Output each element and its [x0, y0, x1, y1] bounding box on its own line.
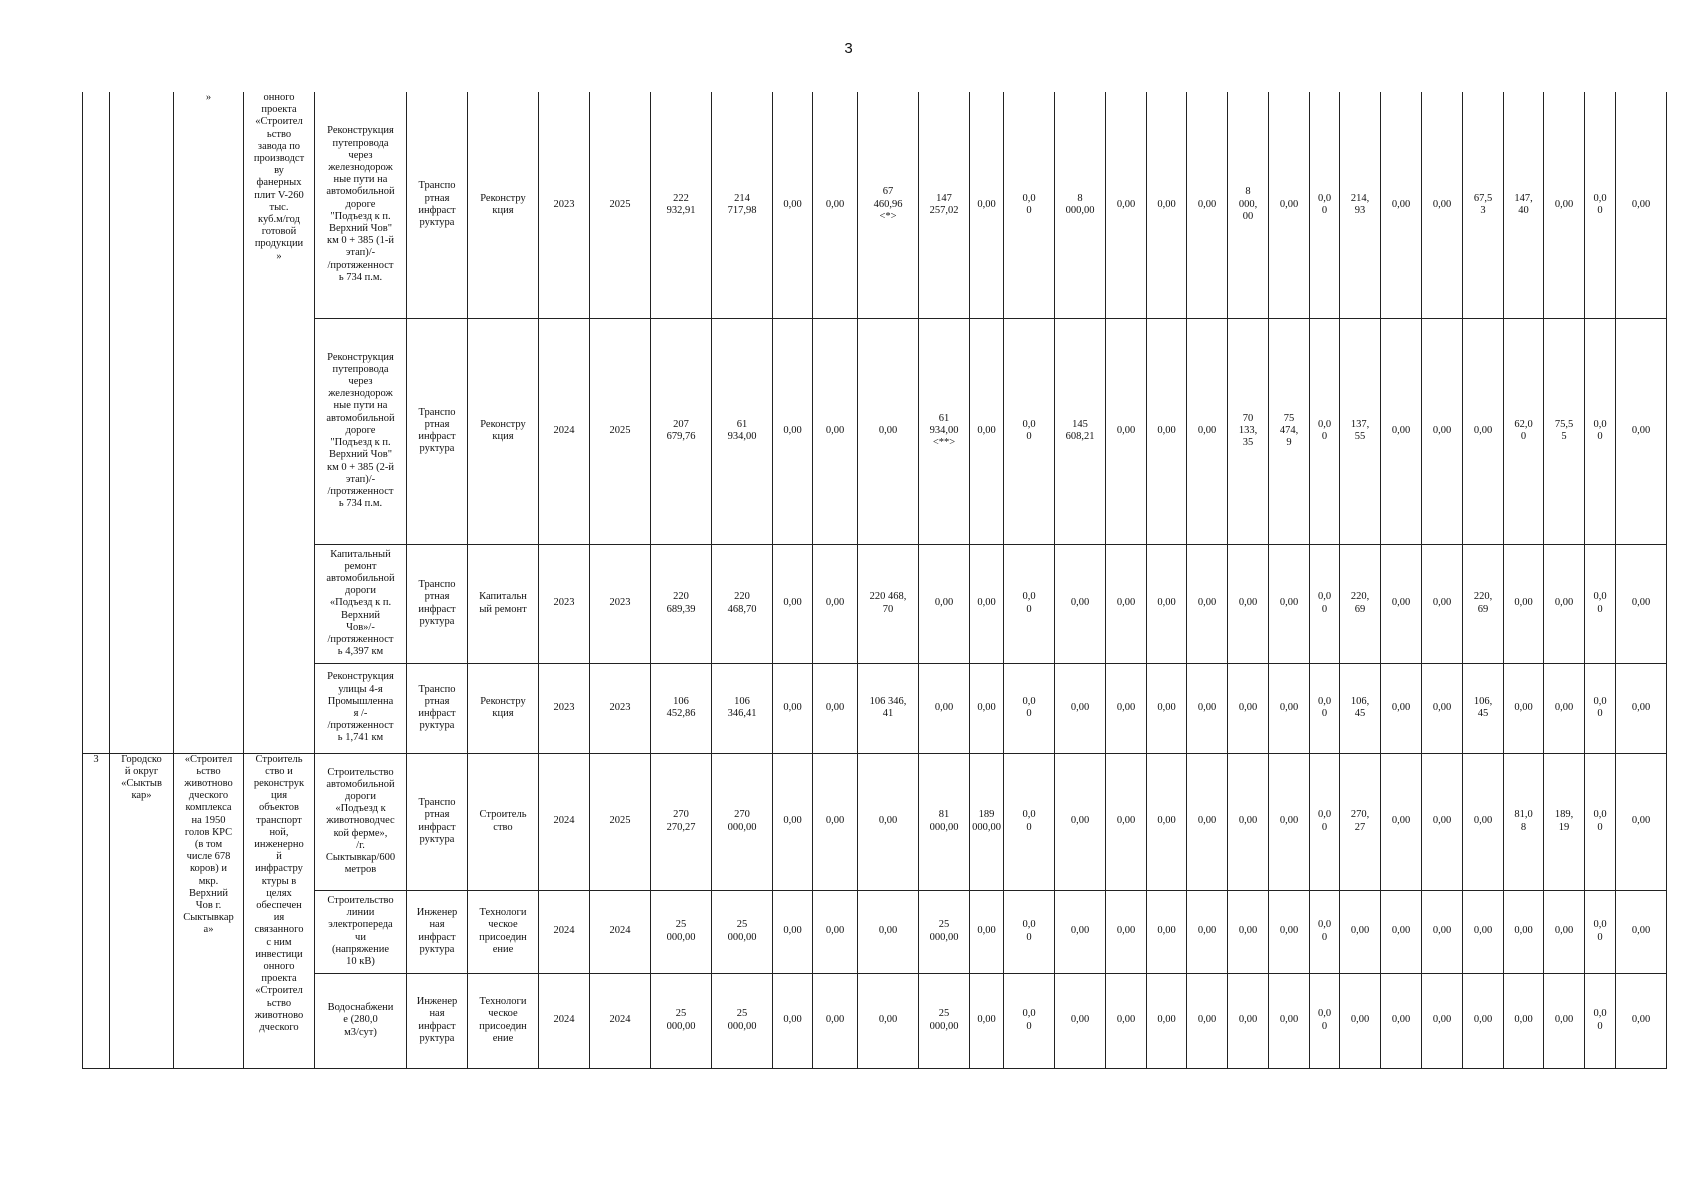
- value-cell: 0,00: [1106, 973, 1147, 1068]
- value-cell: 220 689,39: [651, 544, 712, 663]
- value-cell: 0,00: [1055, 544, 1106, 663]
- value-cell: 0,00: [858, 973, 919, 1068]
- value-cell: Инженер ная инфраст руктура: [407, 890, 468, 973]
- object-name-cell: Капитальный ремонт автомобильной дороги «Подъезд к п. Верхний Чов»/- /протяженност ь 4,397 км: [315, 544, 407, 663]
- value-cell: 0,00: [1381, 663, 1422, 753]
- table-row: [83, 318, 1667, 544]
- value-cell: 8 000, 00: [1228, 92, 1269, 318]
- value-cell: 0,00: [813, 318, 858, 544]
- value-cell: 0,00: [1187, 92, 1228, 318]
- value-cell: 0,00: [1147, 973, 1187, 1068]
- value-cell: 0,00: [970, 318, 1004, 544]
- value-cell: 147 257,02: [919, 92, 970, 318]
- value-cell: 2025: [590, 92, 651, 318]
- project-name-cell: »: [174, 92, 244, 753]
- value-cell: 0,00: [813, 92, 858, 318]
- value-cell: 207 679,76: [651, 318, 712, 544]
- value-cell: 0,00: [1616, 92, 1667, 318]
- value-cell: 0,00: [1106, 753, 1147, 890]
- value-cell: 0,00: [1055, 753, 1106, 890]
- value-cell: 0,00: [1147, 753, 1187, 890]
- value-cell: 0,0 0: [1585, 318, 1616, 544]
- value-cell: 2024: [539, 973, 590, 1068]
- value-cell: 67 460,96 <*>: [858, 92, 919, 318]
- value-cell: 0,00: [1544, 890, 1585, 973]
- value-cell: 0,0 0: [1310, 753, 1340, 890]
- value-cell: 75 474, 9: [1269, 318, 1310, 544]
- value-cell: 0,00: [919, 544, 970, 663]
- value-cell: 0,00: [858, 890, 919, 973]
- value-cell: 0,00: [1381, 318, 1422, 544]
- value-cell: 106 346, 41: [858, 663, 919, 753]
- object-name-cell: Реконструкция путепровода через железнодорож ные пути на автомобильной дороге "Подъезд к п. Верхний Чов" км 0 + 385 (1-й этап)/- /протяженност ь 734 п.м.: [315, 92, 407, 318]
- value-cell: 0,00: [773, 663, 813, 753]
- investment-projects-table: [82, 92, 1667, 1069]
- value-cell: 0,00: [919, 663, 970, 753]
- page-number: 3: [844, 40, 853, 57]
- value-cell: 0,00: [1616, 663, 1667, 753]
- table-row: [83, 92, 1667, 318]
- value-cell: 0,00: [1422, 663, 1463, 753]
- table-row: [83, 544, 1667, 663]
- value-cell: 0,00: [1147, 544, 1187, 663]
- value-cell: 222 932,91: [651, 92, 712, 318]
- value-cell: 0,00: [1187, 663, 1228, 753]
- value-cell: 67,5 3: [1463, 92, 1504, 318]
- value-cell: Инженер ная инфраст руктура: [407, 973, 468, 1068]
- value-cell: Транспо ртная инфраст руктура: [407, 753, 468, 890]
- value-cell: 0,00: [1340, 973, 1381, 1068]
- value-cell: 0,00: [1187, 753, 1228, 890]
- value-cell: 214, 93: [1340, 92, 1381, 318]
- value-cell: 2023: [539, 544, 590, 663]
- value-cell: 0,00: [1106, 890, 1147, 973]
- value-cell: Транспо ртная инфраст руктура: [407, 92, 468, 318]
- value-cell: 0,00: [1422, 318, 1463, 544]
- project-name-cell: «Строител ьство животново дческого комплекса на 1950 голов КРС (в том числе 678 коров) и мкр. Верхний Чов г. Сыктывкар а»: [174, 753, 244, 1068]
- value-cell: 0,00: [1055, 973, 1106, 1068]
- value-cell: 0,00: [1187, 544, 1228, 663]
- value-cell: 106, 45: [1340, 663, 1381, 753]
- object-name-cell: Строительство линии электропереда чи (напряжение 10 кВ): [315, 890, 407, 973]
- value-cell: 25 000,00: [651, 890, 712, 973]
- value-cell: 0,00: [1381, 973, 1422, 1068]
- value-cell: 0,00: [1147, 318, 1187, 544]
- value-cell: 2024: [539, 753, 590, 890]
- municipality-cell: [110, 92, 174, 753]
- value-cell: 220 468,70: [712, 544, 773, 663]
- value-cell: Транспо ртная инфраст руктура: [407, 544, 468, 663]
- value-cell: 137, 55: [1340, 318, 1381, 544]
- value-cell: Капитальн ый ремонт: [468, 544, 539, 663]
- value-cell: 270, 27: [1340, 753, 1381, 890]
- object-name-cell: Строительство автомобильной дороги «Подъезд к животноводчес кой ферме», /г. Сыктывкар/600 метров: [315, 753, 407, 890]
- value-cell: 0,00: [1228, 753, 1269, 890]
- value-cell: 0,00: [1463, 318, 1504, 544]
- value-cell: 0,00: [1228, 544, 1269, 663]
- value-cell: 106 346,41: [712, 663, 773, 753]
- value-cell: 0,00: [1616, 753, 1667, 890]
- value-cell: Транспо ртная инфраст руктура: [407, 318, 468, 544]
- value-cell: 61 934,00 <**>: [919, 318, 970, 544]
- value-cell: 0,0 0: [1585, 544, 1616, 663]
- value-cell: 0,00: [970, 890, 1004, 973]
- value-cell: 81,0 8: [1504, 753, 1544, 890]
- value-cell: 0,00: [970, 92, 1004, 318]
- value-cell: 2023: [590, 544, 651, 663]
- value-cell: 0,0 0: [1004, 973, 1055, 1068]
- value-cell: 2024: [590, 973, 651, 1068]
- municipality-cell: Городско й округ «Сыктыв кар»: [110, 753, 174, 1068]
- value-cell: 0,00: [1106, 663, 1147, 753]
- value-cell: 145 608,21: [1055, 318, 1106, 544]
- value-cell: 0,00: [1269, 544, 1310, 663]
- value-cell: 0,0 0: [1310, 973, 1340, 1068]
- value-cell: Технологи ческое присоедин ение: [468, 890, 539, 973]
- object-name-cell: Реконструкция улицы 4-я Промышленна я /- /протяженност ь 1,741 км: [315, 663, 407, 753]
- value-cell: 0,0 0: [1585, 663, 1616, 753]
- value-cell: 8 000,00: [1055, 92, 1106, 318]
- value-cell: 0,0 0: [1310, 318, 1340, 544]
- value-cell: 0,00: [1340, 890, 1381, 973]
- value-cell: 70 133, 35: [1228, 318, 1269, 544]
- value-cell: 25 000,00: [712, 973, 773, 1068]
- value-cell: 0,00: [970, 544, 1004, 663]
- value-cell: 0,00: [1381, 890, 1422, 973]
- value-cell: 0,00: [773, 544, 813, 663]
- value-cell: 0,00: [773, 973, 813, 1068]
- value-cell: 0,00: [1228, 890, 1269, 973]
- value-cell: Строитель ство: [468, 753, 539, 890]
- value-cell: 0,0 0: [1310, 92, 1340, 318]
- value-cell: 0,00: [813, 663, 858, 753]
- value-cell: Реконстру кция: [468, 92, 539, 318]
- table-row: [83, 890, 1667, 973]
- value-cell: 0,00: [1187, 973, 1228, 1068]
- value-cell: 270 270,27: [651, 753, 712, 890]
- value-cell: 0,00: [1422, 753, 1463, 890]
- project-goal-cell: Строитель ство и реконструк ция объектов транспорт ной, инженерно й инфрастру ктуры в целях обеспечен ия связанного с ним инвестици онного проекта «Строител ьство животново дческого: [244, 753, 315, 1068]
- value-cell: 0,00: [1544, 663, 1585, 753]
- value-cell: 0,00: [1187, 318, 1228, 544]
- value-cell: 25 000,00: [712, 890, 773, 973]
- value-cell: 62,0 0: [1504, 318, 1544, 544]
- value-cell: Технологи ческое присоедин ение: [468, 973, 539, 1068]
- value-cell: 0,00: [1422, 890, 1463, 973]
- value-cell: 220, 69: [1340, 544, 1381, 663]
- value-cell: 0,00: [773, 753, 813, 890]
- value-cell: 0,00: [1055, 890, 1106, 973]
- value-cell: 0,0 0: [1310, 890, 1340, 973]
- value-cell: 0,0 0: [1585, 753, 1616, 890]
- row-number-cell: 3: [83, 753, 110, 1068]
- value-cell: 0,00: [1544, 544, 1585, 663]
- value-cell: 270 000,00: [712, 753, 773, 890]
- value-cell: 0,00: [1463, 753, 1504, 890]
- value-cell: 106, 45: [1463, 663, 1504, 753]
- value-cell: 2024: [590, 890, 651, 973]
- value-cell: 0,00: [813, 890, 858, 973]
- value-cell: 0,0 0: [1004, 663, 1055, 753]
- value-cell: 0,00: [1504, 663, 1544, 753]
- value-cell: 0,00: [1228, 973, 1269, 1068]
- value-cell: 0,00: [1544, 92, 1585, 318]
- value-cell: 0,00: [1504, 544, 1544, 663]
- value-cell: 2023: [539, 92, 590, 318]
- value-cell: 0,00: [773, 92, 813, 318]
- value-cell: 0,00: [1463, 890, 1504, 973]
- value-cell: 0,00: [1106, 544, 1147, 663]
- value-cell: 25 000,00: [919, 890, 970, 973]
- value-cell: 61 934,00: [712, 318, 773, 544]
- value-cell: 0,00: [1422, 544, 1463, 663]
- value-cell: 0,0 0: [1585, 973, 1616, 1068]
- table-row: [83, 973, 1667, 1068]
- value-cell: 0,00: [773, 890, 813, 973]
- value-cell: 220 468, 70: [858, 544, 919, 663]
- value-cell: 81 000,00: [919, 753, 970, 890]
- project-goal-cell: онного проекта «Строител ьство завода по производст ву фанерных плит V-260 тыс. куб.м/год готовой продукции »: [244, 92, 315, 753]
- value-cell: 0,00: [1504, 973, 1544, 1068]
- value-cell: 0,00: [1381, 544, 1422, 663]
- table-body: [83, 92, 1667, 1068]
- value-cell: 0,00: [1504, 890, 1544, 973]
- value-cell: 2024: [539, 318, 590, 544]
- value-cell: 0,0 0: [1004, 753, 1055, 890]
- value-cell: 2024: [539, 890, 590, 973]
- value-cell: 0,00: [1055, 663, 1106, 753]
- value-cell: 0,00: [1463, 973, 1504, 1068]
- value-cell: 0,00: [1616, 318, 1667, 544]
- table-row: [83, 753, 1667, 890]
- value-cell: 2025: [590, 753, 651, 890]
- value-cell: 0,00: [1381, 92, 1422, 318]
- value-cell: 2023: [539, 663, 590, 753]
- value-cell: 0,0 0: [1310, 544, 1340, 663]
- value-cell: 0,00: [858, 753, 919, 890]
- row-number-cell: [83, 92, 110, 753]
- value-cell: 0,00: [1269, 92, 1310, 318]
- value-cell: 0,00: [1106, 92, 1147, 318]
- value-cell: 2025: [590, 318, 651, 544]
- value-cell: 0,00: [1422, 973, 1463, 1068]
- value-cell: 0,00: [813, 544, 858, 663]
- value-cell: 0,00: [1269, 663, 1310, 753]
- value-cell: 0,00: [858, 318, 919, 544]
- value-cell: 0,00: [813, 973, 858, 1068]
- value-cell: 0,0 0: [1310, 663, 1340, 753]
- value-cell: Транспо ртная инфраст руктура: [407, 663, 468, 753]
- value-cell: 0,0 0: [1585, 890, 1616, 973]
- value-cell: 214 717,98: [712, 92, 773, 318]
- value-cell: 0,0 0: [1004, 544, 1055, 663]
- value-cell: 189, 19: [1544, 753, 1585, 890]
- value-cell: 0,00: [1422, 92, 1463, 318]
- value-cell: 0,00: [1381, 753, 1422, 890]
- value-cell: 0,00: [1147, 663, 1187, 753]
- value-cell: 0,00: [1544, 973, 1585, 1068]
- value-cell: 0,00: [1269, 753, 1310, 890]
- value-cell: 0,00: [1616, 544, 1667, 663]
- value-cell: Реконстру кция: [468, 318, 539, 544]
- value-cell: 0,00: [1269, 890, 1310, 973]
- value-cell: 147, 40: [1504, 92, 1544, 318]
- value-cell: 0,00: [813, 753, 858, 890]
- object-name-cell: Водоснабжени е (280,0 м3/сут): [315, 973, 407, 1068]
- value-cell: 0,0 0: [1004, 318, 1055, 544]
- value-cell: 0,00: [1616, 890, 1667, 973]
- value-cell: 0,0 0: [1585, 92, 1616, 318]
- value-cell: 220, 69: [1463, 544, 1504, 663]
- value-cell: 0,00: [1269, 973, 1310, 1068]
- value-cell: 0,00: [1616, 973, 1667, 1068]
- value-cell: 75,5 5: [1544, 318, 1585, 544]
- value-cell: 106 452,86: [651, 663, 712, 753]
- object-name-cell: Реконструкция путепровода через железнодорож ные пути на автомобильной дороге "Подъезд к п. Верхний Чов" км 0 + 385 (2-й этап)/- /протяженност ь 734 п.м.: [315, 318, 407, 544]
- value-cell: Реконстру кция: [468, 663, 539, 753]
- value-cell: 189 000,00: [970, 753, 1004, 890]
- value-cell: 0,00: [970, 663, 1004, 753]
- value-cell: 0,00: [1147, 92, 1187, 318]
- value-cell: 25 000,00: [651, 973, 712, 1068]
- value-cell: 25 000,00: [919, 973, 970, 1068]
- value-cell: 2023: [590, 663, 651, 753]
- value-cell: 0,00: [1228, 663, 1269, 753]
- value-cell: 0,00: [1106, 318, 1147, 544]
- table-row: [83, 663, 1667, 753]
- value-cell: 0,00: [773, 318, 813, 544]
- value-cell: 0,00: [1147, 890, 1187, 973]
- value-cell: 0,00: [1187, 890, 1228, 973]
- value-cell: 0,00: [970, 973, 1004, 1068]
- value-cell: 0,0 0: [1004, 92, 1055, 318]
- value-cell: 0,0 0: [1004, 890, 1055, 973]
